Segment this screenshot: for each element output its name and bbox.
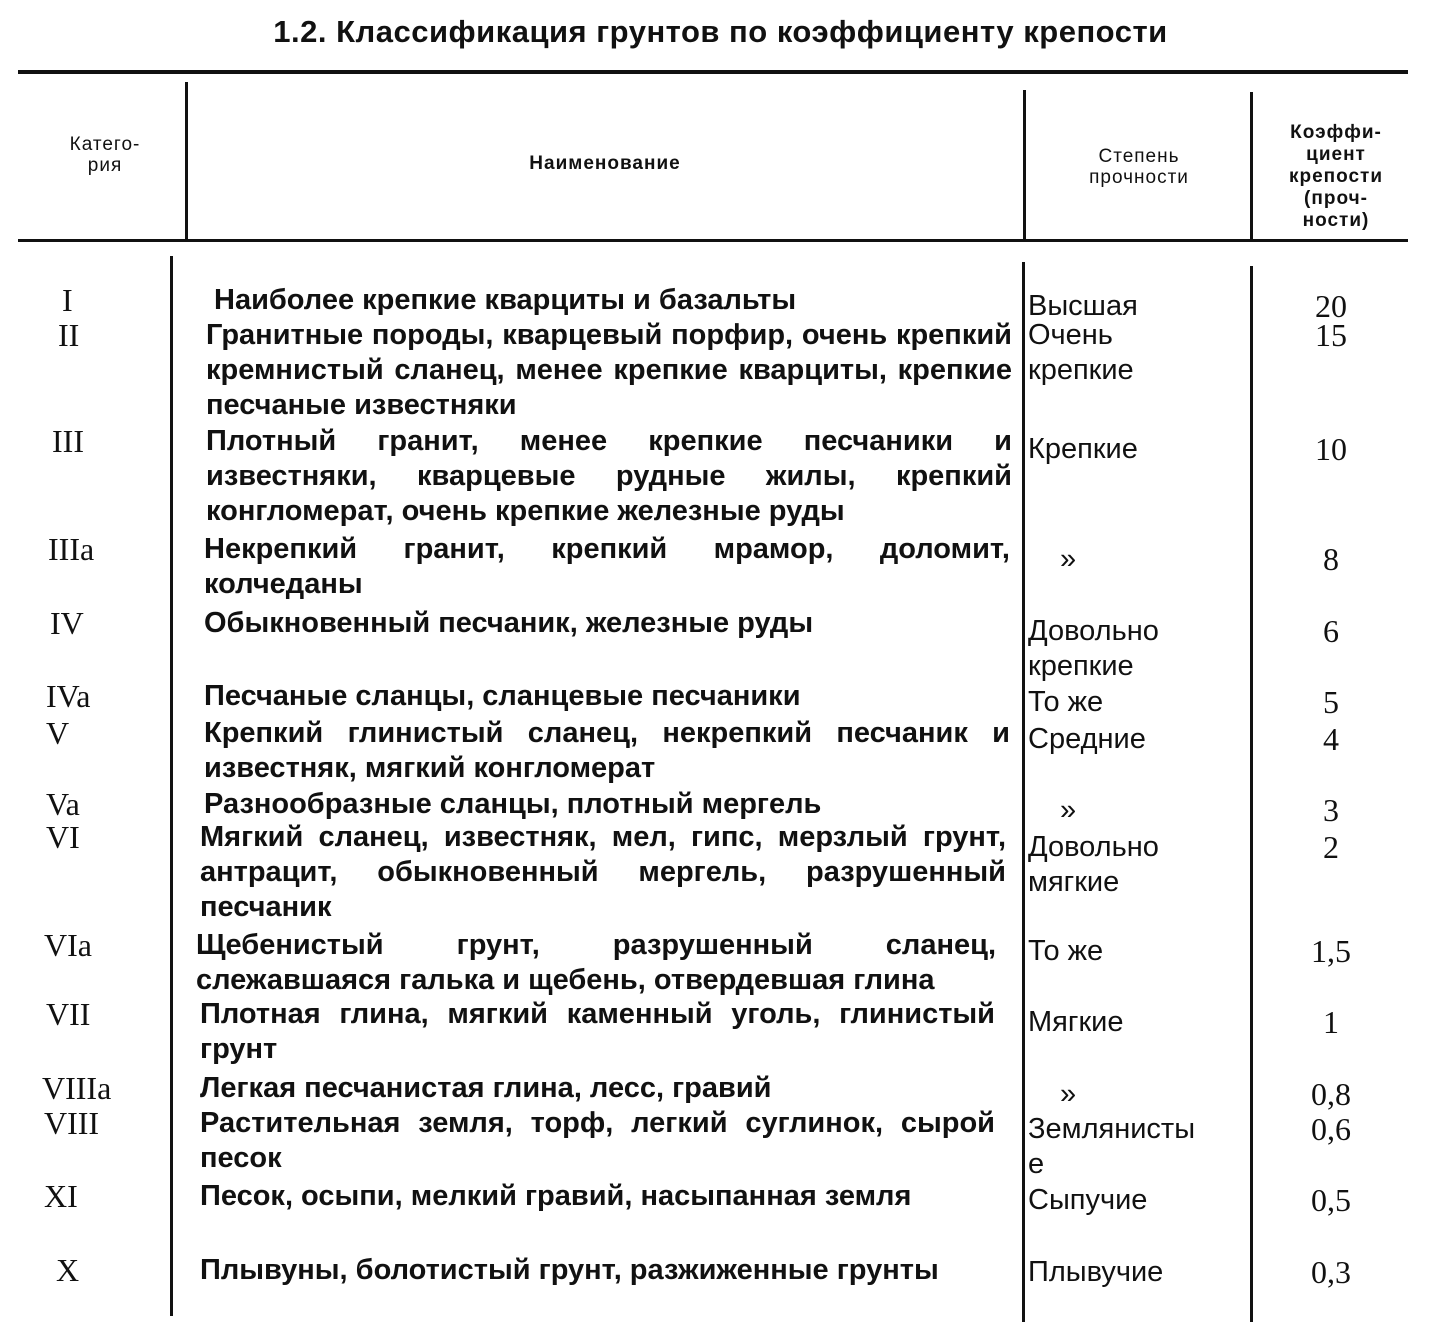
- row-category: II: [58, 317, 80, 353]
- row-degree: Довольно крепкие: [1028, 615, 1159, 682]
- header-coefficient-line-2: циент: [1306, 144, 1366, 165]
- row-degree: »: [1060, 1078, 1077, 1110]
- header-coefficient-line-1: Коэффи-: [1290, 122, 1382, 143]
- row-coefficient: 4: [1323, 721, 1339, 757]
- header-top-rule: [18, 70, 1408, 74]
- row-category: VIa: [44, 927, 92, 963]
- header-degree-line-1: Степень: [1098, 146, 1180, 167]
- row-category: I: [62, 282, 73, 318]
- row-degree: »: [1060, 543, 1077, 575]
- row-name: Обыкновенный песчаник, железные руды: [204, 607, 814, 639]
- header-name: [190, 153, 1020, 174]
- row-name: Растительная земля, торф, легкий суглинок, сырой песок: [200, 1107, 995, 1174]
- row-name: Песчаные сланцы, сланцевые песчаники: [204, 680, 801, 712]
- row-degree: Высшая: [1028, 290, 1138, 322]
- row-coefficient: 5: [1323, 684, 1339, 720]
- row-degree: »: [1060, 794, 1077, 826]
- row-coefficient: 15: [1315, 317, 1347, 353]
- header-category-line-1: Катего-: [69, 134, 141, 155]
- row-name: Песок, осыпи, мелкий гравий, насыпанная земля: [200, 1180, 912, 1212]
- header-category: [30, 134, 180, 176]
- row-degree: Мягкие: [1028, 1006, 1124, 1038]
- header-coefficient-line-5: ности): [1302, 210, 1370, 231]
- row-name: Наиболее крепкие кварциты и базальты: [214, 284, 797, 316]
- row-name: Плотный гранит, менее крепкие песчаники и известняки, кварцевые рудные жилы, крепкий конгломерат, очень крепкие железные руды: [206, 425, 1012, 527]
- row-coefficient: 10: [1315, 431, 1347, 467]
- row-category: IIIa: [48, 531, 95, 567]
- row-name: Крепкий глинистый сланец, некрепкий песчаник и известняк, мягкий конгломерат: [204, 717, 1010, 784]
- header-category-line-2: рия: [87, 155, 123, 176]
- row-coefficient: 3: [1323, 792, 1339, 828]
- row-category: X: [56, 1252, 80, 1288]
- table-title: 1.2. Классификация грунтов по коэффициенту крепости: [273, 14, 1168, 49]
- row-coefficient: 0,6: [1311, 1111, 1351, 1147]
- row-degree: Довольно мягкие: [1028, 831, 1159, 898]
- header-name-text: Наименование: [529, 153, 681, 174]
- row-degree: Плывучие: [1028, 1256, 1164, 1288]
- body-divider-1: [170, 256, 173, 1316]
- row-degree: Сыпучие: [1028, 1184, 1148, 1216]
- header-bottom-rule: [18, 239, 1408, 242]
- header-divider-1: [185, 82, 188, 242]
- row-category: IVa: [46, 678, 91, 714]
- row-name: Разнообразные сланцы, плотный мергель: [204, 788, 822, 820]
- row-coefficient: 0,3: [1311, 1254, 1351, 1290]
- header-divider-2: [1023, 90, 1026, 242]
- row-name: Некрепкий гранит, крепкий мрамор, доломит, колчеданы: [204, 533, 1010, 600]
- row-category: VIIIa: [42, 1070, 112, 1106]
- row-coefficient: 20: [1315, 288, 1347, 324]
- row-coefficient: 0,8: [1311, 1076, 1351, 1112]
- header-degree: [1030, 146, 1248, 188]
- row-coefficient: 6: [1323, 613, 1339, 649]
- row-coefficient: 0,5: [1311, 1182, 1351, 1218]
- row-category: IV: [50, 605, 84, 641]
- row-degree: Средние: [1028, 723, 1146, 755]
- row-category: III: [52, 423, 84, 459]
- row-name: Легкая песчанистая глина, лесс, гравий: [200, 1072, 772, 1104]
- row-degree: Крепкие: [1028, 433, 1138, 465]
- row-name: Плывуны, болотистый грунт, разжиженные грунты: [200, 1254, 939, 1286]
- row-category: XI: [44, 1178, 78, 1214]
- row-coefficient: 2: [1323, 829, 1339, 865]
- header-coefficient: [1256, 122, 1416, 232]
- row-coefficient: 1,5: [1311, 933, 1351, 969]
- row-coefficient: 1: [1323, 1004, 1339, 1040]
- row-category: VI: [46, 819, 80, 855]
- row-name: Мягкий сланец, известняк, мел, гипс, мерзлый грунт, антрацит, обыкновенный мергель, разрушенный песчаник: [200, 821, 1006, 923]
- row-degree: Землянистые: [1028, 1113, 1196, 1180]
- row-coefficient: 8: [1323, 541, 1339, 577]
- row-category: VIII: [44, 1105, 100, 1141]
- row-degree: То же: [1028, 935, 1104, 967]
- header-degree-line-2: прочности: [1089, 167, 1189, 188]
- row-degree: То же: [1028, 686, 1104, 718]
- row-name: Плотная глина, мягкий каменный уголь, глинистый грунт: [200, 998, 995, 1065]
- row-category: VII: [46, 996, 91, 1032]
- header-coefficient-line-3: крепости: [1288, 166, 1384, 187]
- row-category: Va: [46, 786, 80, 822]
- body-divider-2: [1022, 262, 1025, 1322]
- header-coefficient-line-4: (проч-: [1304, 188, 1368, 209]
- row-name: Гранитные породы, кварцевый порфир, очень крепкий кремнистый сланец, менее крепкие кварциты, крепкие песчаные известняки: [206, 319, 1012, 421]
- header-divider-3: [1250, 92, 1253, 242]
- row-category: V: [46, 715, 70, 751]
- row-name: Щебенистый грунт, разрушенный сланец, слежавшаяся галька и щебень, отвердевшая глина: [196, 929, 996, 996]
- row-degree: Очень крепкие: [1028, 319, 1134, 386]
